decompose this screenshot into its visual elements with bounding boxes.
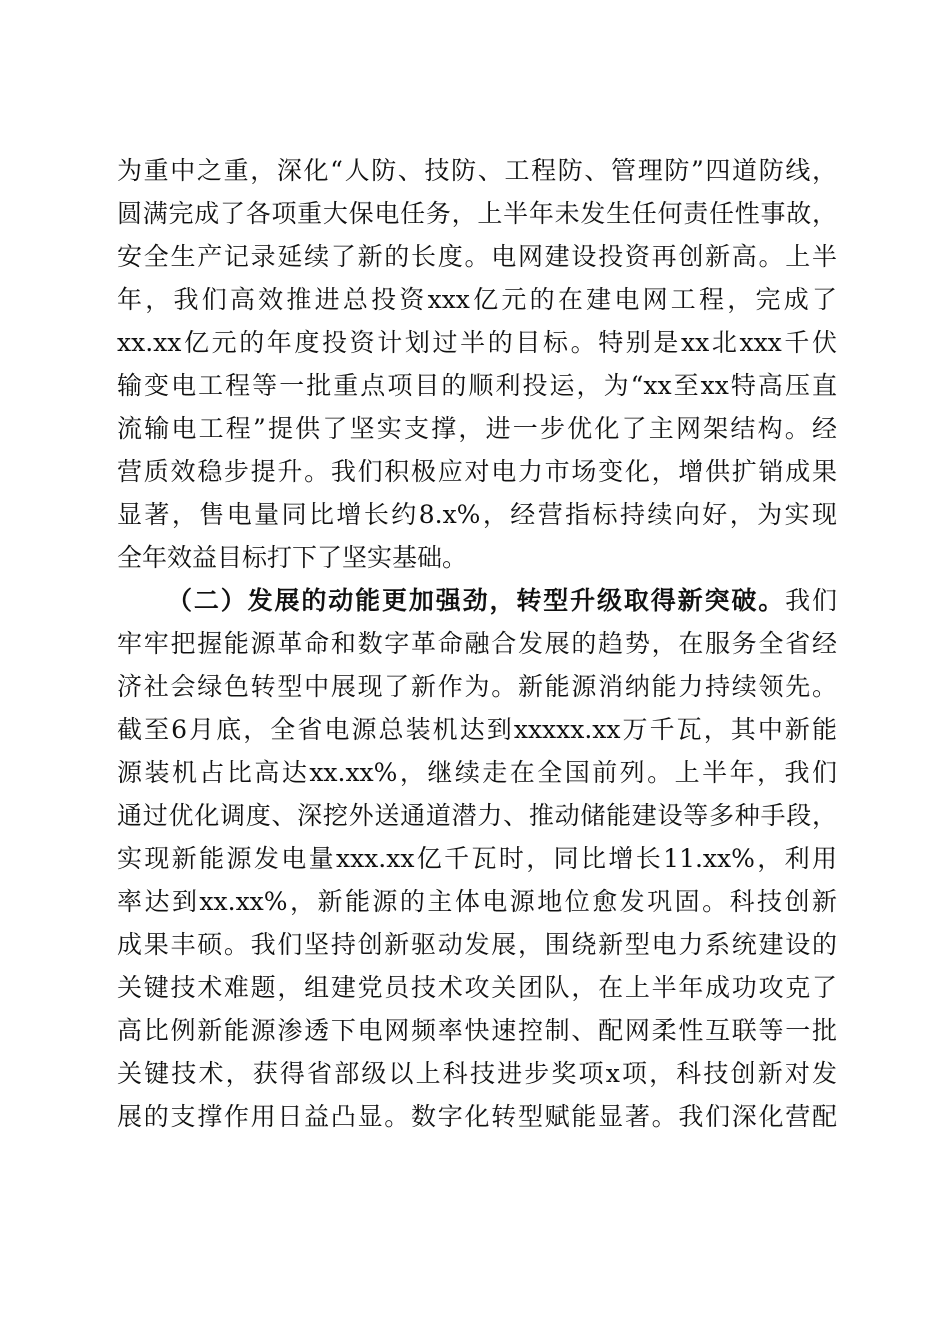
section-heading: （二）发展的动能更加强劲，转型升级取得新突破。 (167, 586, 786, 615)
text-line: 营质效稳步提升。我们积极应对电力市场变化，增供扩销成果 (117, 457, 837, 486)
text-line: 高比例新能源渗透下电网频率快速控制、配网柔性互联等一批 (117, 1016, 837, 1045)
paragraph-safety-investment (117, 149, 837, 579)
text-line: 截至6月底，全省电源总装机达到xxxxx.xx万千瓦，其中新能 (117, 715, 837, 744)
text-line: 济社会绿色转型中展现了新作为。新能源消纳能力持续领先。 (117, 672, 837, 701)
text-line: 关键技术难题，组建党员技术攻关团队，在上半年成功攻克了 (117, 973, 837, 1002)
text-line: 实现新能源发电量xxx.xx亿千瓦时，同比增长11.xx%，利用 (117, 844, 837, 873)
heading-line-continuation: 我们 (785, 586, 837, 615)
text-line: 为重中之重，深化“人防、技防、工程防、管理防”四道防线， (117, 156, 837, 185)
text-line: 牢牢把握能源革命和数字革命融合发展的趋势，在服务全省经 (117, 629, 837, 658)
text-line: 成果丰硕。我们坚持创新驱动发展，围绕新型电力系统建设的 (117, 930, 837, 959)
paragraph-development-momentum (117, 579, 837, 1138)
text-line: xx.xx亿元的年度投资计划过半的目标。特别是xx北xxx千伏 (117, 328, 837, 357)
text-line: 年，我们高效推进总投资xxx亿元的在建电网工程，完成了 (117, 285, 837, 314)
text-line: 显著，售电量同比增长约8.x%，经营指标持续向好，为实现 (117, 500, 837, 529)
text-line: 关键技术，获得省部级以上科技进步奖项x项，科技创新对发 (117, 1059, 837, 1088)
text-line: 圆满完成了各项重大保电任务，上半年未发生任何责任性事故， (117, 199, 837, 228)
text-line: 展的支撑作用日益凸显。数字化转型赋能显著。我们深化营配 (117, 1102, 837, 1131)
text-line: 通过优化调度、深挖外送通道潜力、推动储能建设等多种手段， (117, 801, 837, 830)
document-body (117, 149, 837, 1138)
text-line: 全年效益目标打下了坚实基础。 (117, 543, 468, 572)
text-line: 流输电工程”提供了坚实支撑，进一步优化了主网架结构。经 (117, 414, 837, 443)
text-line: 安全生产记录延续了新的长度。电网建设投资再创新高。上半 (117, 242, 837, 271)
text-line: 源装机占比高达xx.xx%，继续走在全国前列。上半年，我们 (117, 758, 837, 787)
text-line: 输变电工程等一批重点项目的顺利投运，为“xx至xx特高压直 (117, 371, 837, 400)
text-line: 率达到xx.xx%，新能源的主体电源地位愈发巩固。科技创新 (117, 887, 837, 916)
text-line (117, 579, 837, 622)
